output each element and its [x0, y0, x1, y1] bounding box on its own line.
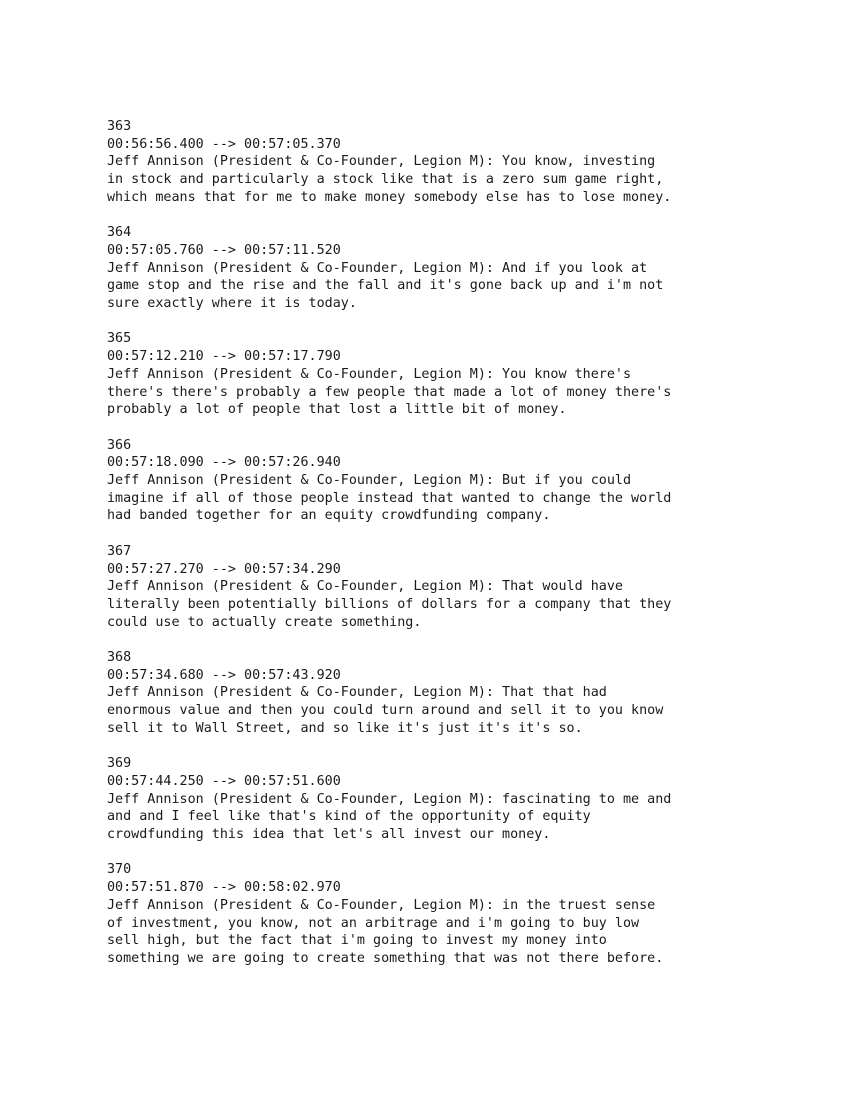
transcript-cue — [107, 755, 807, 844]
cue-text-line: literally been potentially billions of dollars for a company that they — [107, 596, 672, 612]
cue-text-line: Jeff Annison (President & Co-Founder, Legion M): fascinating to me and — [107, 791, 672, 807]
cue-text-line: which means that for me to make money somebody else has to lose money. — [107, 189, 672, 205]
cue-index: 365 — [107, 331, 132, 347]
cue-text-line: could use to actually create something. — [107, 614, 422, 630]
cue-timing: 00:57:51.870 --> 00:58:02.970 — [107, 880, 341, 896]
cue-text-line: probably a lot of people that lost a little bit of money. — [107, 402, 567, 418]
cue-timing: 00:57:18.090 --> 00:57:26.940 — [107, 455, 341, 471]
cue-text-line: sell high, but the fact that i'm going to invest my money into — [107, 933, 607, 949]
transcript-cue — [107, 224, 807, 313]
cue-text-line: Jeff Annison (President & Co-Founder, Legion M): That would have — [107, 579, 623, 595]
cue-text-line: Jeff Annison (President & Co-Founder, Legion M): You know there's — [107, 366, 632, 382]
cue-index: 363 — [107, 119, 132, 134]
transcript-page — [107, 118, 807, 985]
transcript-cue — [107, 118, 807, 207]
transcript-cue — [107, 437, 807, 526]
cue-index: 368 — [107, 650, 132, 666]
cue-index: 364 — [107, 225, 132, 241]
cue-text-line: sure exactly where it is today. — [107, 296, 357, 312]
cue-text-line: and and I feel like that's kind of the opportunity of equity — [107, 809, 591, 825]
cue-text-line: Jeff Annison (President & Co-Founder, Legion M): And if you look at — [107, 260, 648, 276]
cue-text-line: had banded together for an equity crowdfunding company. — [107, 508, 551, 524]
cue-text-line: something we are going to create something that was not there before. — [107, 950, 664, 966]
cue-index: 367 — [107, 543, 132, 559]
transcript-cue — [107, 543, 807, 632]
cue-text-line: Jeff Annison (President & Co-Founder, Legion M): That that had — [107, 685, 607, 701]
cue-text-line: of investment, you know, not an arbitrage and i'm going to buy low — [107, 915, 640, 931]
transcript-cue — [107, 330, 807, 419]
cue-text-line: imagine if all of those people instead that wanted to change the world — [107, 490, 672, 506]
cue-timing: 00:57:27.270 --> 00:57:34.290 — [107, 561, 341, 577]
cue-index: 369 — [107, 756, 132, 772]
cue-text-line: there's there's probably a few people that made a lot of money there's — [107, 384, 672, 400]
cue-timing: 00:56:56.400 --> 00:57:05.370 — [107, 136, 341, 152]
cue-text-line: Jeff Annison (President & Co-Founder, Legion M): But if you could — [107, 473, 632, 489]
cue-text-line: Jeff Annison (President & Co-Founder, Legion M): You know, investing — [107, 154, 656, 170]
cue-text-line: game stop and the rise and the fall and it's gone back up and i'm not — [107, 278, 664, 294]
transcript-cue — [107, 861, 807, 967]
cue-text-line: sell it to Wall Street, and so like it's just it's it's so. — [107, 720, 583, 736]
transcript-cue — [107, 649, 807, 738]
cue-timing: 00:57:12.210 --> 00:57:17.790 — [107, 349, 341, 365]
cue-timing: 00:57:34.680 --> 00:57:43.920 — [107, 667, 341, 683]
cue-index: 366 — [107, 437, 132, 453]
cue-timing: 00:57:05.760 --> 00:57:11.520 — [107, 242, 341, 258]
cue-index: 370 — [107, 862, 132, 878]
cue-text-line: Jeff Annison (President & Co-Founder, Legion M): in the truest sense — [107, 897, 656, 913]
cue-text-line: crowdfunding this idea that let's all invest our money. — [107, 827, 551, 843]
cue-timing: 00:57:44.250 --> 00:57:51.600 — [107, 773, 341, 789]
cue-text-line: in stock and particularly a stock like that is a zero sum game right, — [107, 172, 664, 188]
cue-text-line: enormous value and then you could turn around and sell it to you know — [107, 703, 664, 719]
